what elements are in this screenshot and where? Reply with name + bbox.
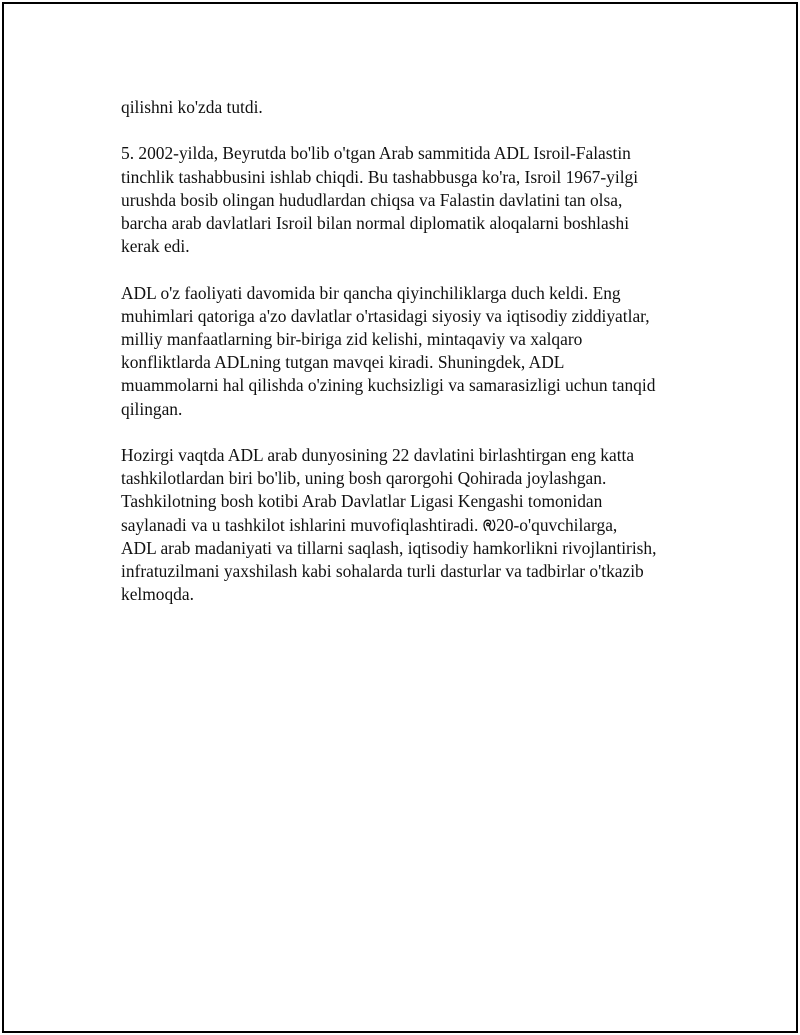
page-frame: [2, 2, 798, 1033]
paragraph-2: [121, 142, 701, 258]
paragraph-4: [121, 444, 701, 606]
text-line: 5. 2002-yilda, Beyrutda bo'lib o'tgan Arab sammitida ADL Isroil-Falastin: [121, 143, 631, 164]
text-line: Tashkilotning bosh kotibi Arab Davlatlar Ligasi Kengashi tomonidan: [121, 491, 603, 512]
paragraph-3: [121, 282, 701, 421]
text-line: barcha arab davlatlari Isroil bilan normal diplomatik aloqalarni boshlashi: [121, 213, 630, 233]
text-line: ADL arab madaniyati va tillarni saqlash, iqtisodiy hamkorlikni rivojlantirish,: [121, 537, 657, 558]
text-line: milliy manfaatlarning bir-biriga zid kelishi, mintaqaviy va xalqaro: [121, 329, 583, 349]
text-line: muammolarni hal qilishda o'zining kuchsizligi va samarasizligi uchun tanqid: [121, 375, 656, 396]
text-line: konfliktlarda ADLning tutgan mavqei kiradi. Shuningdek, ADL: [121, 352, 565, 373]
text-line: tinchlik tashabbusini ishlab chiqdi. Bu tashabbusga ko'ra, Isroil 1967-yilgi: [121, 166, 639, 187]
text-line: infratuzilmani yaxshilash kabi sohalarda turli dasturlar va tadbirlar o'tkazib: [121, 561, 644, 582]
text-line: qilingan.: [121, 398, 183, 419]
text-line: kerak edi.: [121, 236, 190, 257]
text-line: ADL o'z faoliyati davomida bir qancha qiyinchiliklarga duch keldi. Eng: [121, 282, 621, 303]
text-line: tashkilotlardan biri bo'lib, uning bosh qarorgohi Qohirada joylashgan.: [121, 468, 607, 489]
document-body: [121, 96, 701, 630]
text-line: urushda bosib olingan hududlardan chiqsa va Falastin davlatini tan olsa,: [121, 189, 623, 210]
text-line: kelmoqda.: [121, 584, 194, 605]
text-line: qilishni ko'zda tutdi.: [121, 97, 263, 117]
text-line: Hozirgi vaqtda ADL arab dunyosining 22 davlatini birlashtirgan eng katta: [121, 445, 635, 465]
text-line: saylanadi va u tashkilot ishlarini muvofiqlashtiradi. ꢯ20-o'quvchilarga,: [121, 514, 618, 535]
text-line: muhimlari qatoriga a'zo davlatlar o'rtasidagi siyosiy va iqtisodiy ziddiyatlar,: [121, 305, 650, 326]
paragraph-1: [121, 96, 701, 119]
